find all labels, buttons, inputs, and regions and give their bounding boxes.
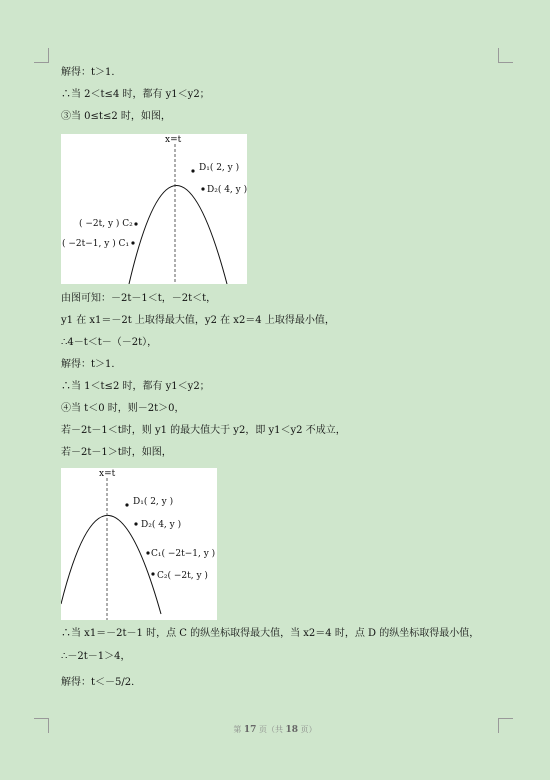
text-line-4: 由图可知：－2t－1＜t，－2t＜t， bbox=[61, 293, 217, 304]
text-line-10: 若－2t－1＜t时，则 y1 的最大值大于 y2，即 y1＜y2 不成立， bbox=[61, 425, 346, 436]
point-label-c2: ( −2t, y ) C₂ bbox=[79, 219, 133, 229]
text-line-7: 解得：t＞1． bbox=[61, 359, 122, 370]
point-d1 bbox=[191, 169, 194, 172]
point-d1 bbox=[125, 503, 128, 506]
point-label-c1: ( −2t−1, y ) C₁ bbox=[62, 239, 130, 249]
text-line-13: ∴－2t－1＞4， bbox=[61, 651, 131, 662]
point-label-c1: C₁( −2t−1, y ) bbox=[151, 549, 216, 559]
text-line-8: ∴当 1＜t≤2 时，都有 y1＜y2； bbox=[61, 381, 210, 392]
point-label-c2: C₂( −2t, y ) bbox=[157, 571, 208, 581]
axis-label-2: x=t bbox=[99, 469, 116, 479]
page-number: 17 bbox=[243, 725, 257, 735]
point-d2 bbox=[134, 522, 137, 525]
text-line-14: 解得：t＜－5/2． bbox=[61, 677, 142, 688]
parabola-figure-2 bbox=[61, 468, 217, 620]
text-line-6: ∴4－t＜t－（－2t）， bbox=[61, 337, 158, 348]
point-label-d2: D₂( 4, y ) bbox=[207, 185, 247, 195]
text-line-9: ④当 t＜0 时，则－2t＞0， bbox=[61, 403, 185, 414]
point-c2 bbox=[151, 572, 154, 575]
point-c1 bbox=[146, 551, 149, 554]
crop-mark-top-right bbox=[498, 48, 513, 63]
footer-suffix: 页） bbox=[300, 725, 317, 734]
point-d2 bbox=[201, 187, 204, 190]
point-c2 bbox=[134, 222, 137, 225]
page-footer bbox=[0, 724, 550, 735]
text-line-12: ∴当 x1＝－2t－1 时，点 C 的纵坐标取得最大值，当 x2＝4 时，点 D 的纵坐标取得最小值， bbox=[61, 628, 480, 639]
point-c1 bbox=[131, 241, 134, 244]
text-line-5: y1 在 x1＝－2t 上取得最大值，y2 在 x2＝4 上取得最小值， bbox=[61, 315, 335, 326]
point-label-d2: D₂( 4, y ) bbox=[141, 520, 182, 530]
axis-label-1: x=t bbox=[165, 135, 182, 145]
footer-middle: 页（共 bbox=[259, 725, 283, 734]
text-line-3: ③当 0≤t≤2 时，如图， bbox=[61, 111, 171, 122]
footer-prefix: 第 bbox=[233, 725, 242, 734]
page-total: 18 bbox=[285, 725, 299, 735]
crop-mark-top-left bbox=[34, 48, 49, 63]
parabola-figure-1 bbox=[61, 134, 247, 284]
point-label-d1: D₁( 2, y ) bbox=[133, 497, 174, 507]
text-line-11: 若－2t－1＞t时，如图， bbox=[61, 447, 172, 458]
text-line-1: 解得：t＞1． bbox=[61, 67, 122, 78]
text-line-2: ∴当 2＜t≤4 时，都有 y1＜y2； bbox=[61, 89, 210, 100]
point-label-d1: D₁( 2, y ) bbox=[199, 163, 240, 173]
